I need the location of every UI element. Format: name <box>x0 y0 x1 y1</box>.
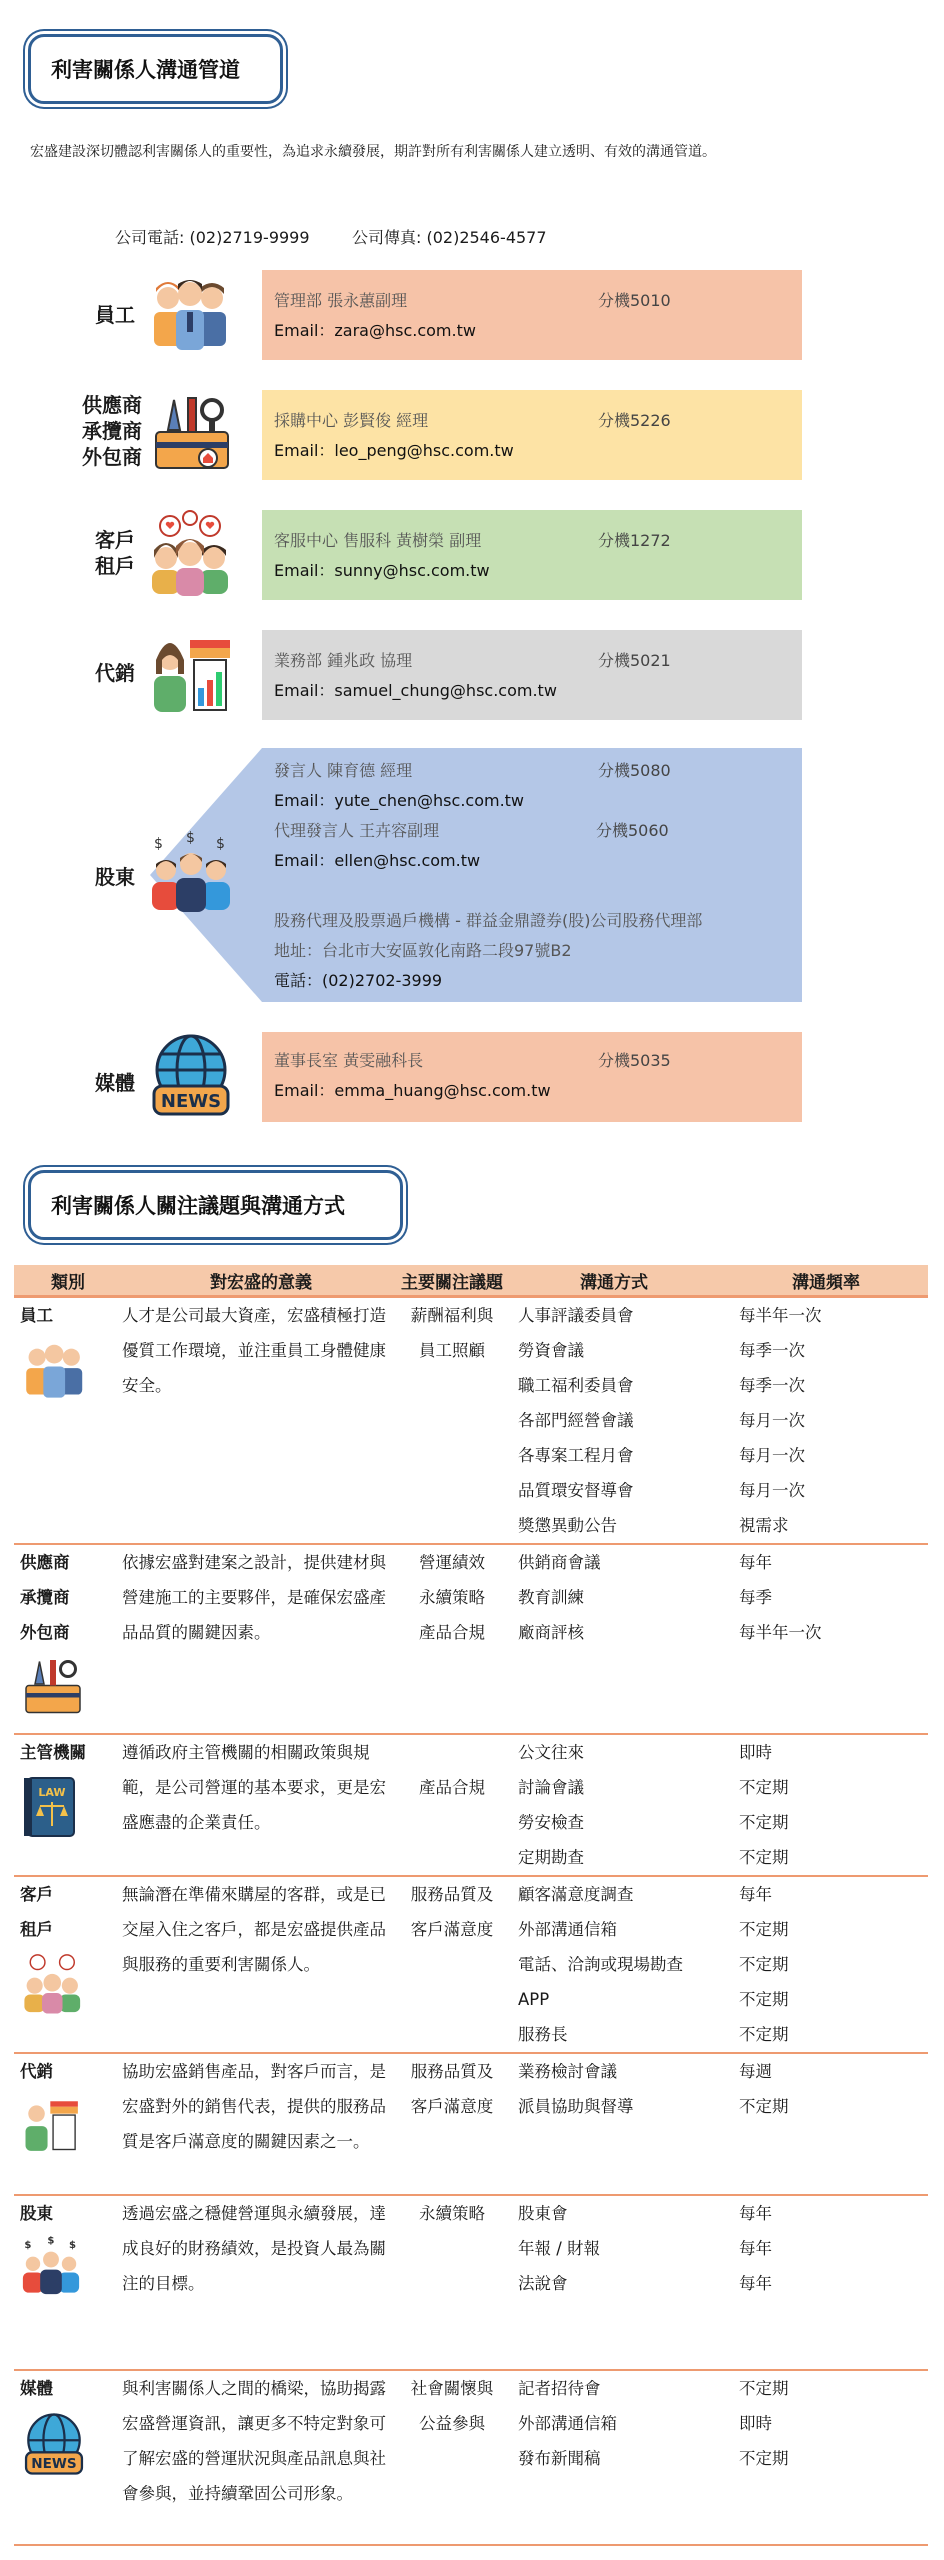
freq-item: 即時 <box>739 2414 772 2433</box>
frequency-cell <box>724 2195 928 2370</box>
freq-item: 即時 <box>739 1743 772 1762</box>
stock-agent-name: 股務代理及股票過戶機構 - 群益金鼎證券(股)公司股務代理部 <box>274 911 703 930</box>
freq-item: 每半年一次 <box>739 1306 822 1325</box>
contact-card-customer <box>262 510 802 600</box>
issue-item: 產品合規 <box>419 1778 485 1797</box>
label-line: 承攬商 <box>82 419 142 443</box>
issue-item: 營運績效 <box>419 1553 485 1572</box>
sales-agent-icon <box>20 2093 82 2155</box>
freq-item: 每月一次 <box>739 1481 805 1500</box>
category-cell <box>14 1544 122 1734</box>
table-header-row <box>14 1265 928 1297</box>
category-text: 外包商 <box>20 1623 70 1642</box>
freq-item: 每季 <box>739 1588 772 1607</box>
methods-cell <box>504 2195 724 2370</box>
contact-name: 客服中心 售服科 黃樹榮 副理 <box>274 531 482 550</box>
section-title-channels <box>28 34 283 104</box>
svg-text:NEWS: NEWS <box>160 1091 222 1112</box>
category-cell <box>14 2195 122 2370</box>
category-cell <box>14 1297 122 1545</box>
category-text: 股東 <box>20 2204 53 2223</box>
freq-item: 不定期 <box>739 1778 789 1797</box>
label-line: 代銷 <box>95 661 135 685</box>
method-item: 討論會議 <box>518 1778 584 1797</box>
header-category: 類別 <box>14 1265 122 1297</box>
category-cell <box>14 1734 122 1876</box>
contact-name: 董事長室 黃雯融科長 <box>274 1051 424 1070</box>
label-line: 股東 <box>95 865 135 889</box>
stakeholder-label-agent <box>85 660 145 686</box>
meaning-cell: 遵循政府主管機關的相關政策與規範，是公司營運的基本要求，更是宏盛應盡的企業責任。 <box>122 1734 400 1876</box>
employees-icon <box>146 272 236 362</box>
svg-text:$: $ <box>24 2239 32 2251</box>
issue-item: 公益參與 <box>419 2414 485 2433</box>
customers-icon <box>20 1949 86 2015</box>
method-item: 教育訓練 <box>518 1588 584 1607</box>
category-text: 客戶 <box>20 1885 53 1904</box>
contact-ext: 分機5035 <box>598 1051 671 1070</box>
category-text: 員工 <box>20 1306 53 1325</box>
methods-cell <box>504 1297 724 1545</box>
contact-ext: 分機1272 <box>598 531 671 550</box>
svg-text:$: $ <box>154 836 163 852</box>
contact-email[interactable]: Email：samuel_chung@hsc.com.tw <box>274 681 557 700</box>
contact-name: 代理發言人 王卉容副理 <box>274 821 440 840</box>
label-line: 客戶 <box>95 528 135 552</box>
law-book-icon <box>20 1774 80 1840</box>
category-text: 租戶 <box>20 1920 53 1939</box>
category-text: 承攬商 <box>20 1588 70 1607</box>
contact-name: 管理部 張永蕙副理 <box>274 291 408 310</box>
stock-agent-address: 地址：台北市大安區敦化南路二段97號B2 <box>274 941 572 960</box>
freq-item: 每季一次 <box>739 1341 805 1360</box>
meaning-cell: 無論潛在準備來購屋的客群，或是已交屋入住之客戶，都是宏盛提供產品與服務的重要利害關係人。 <box>122 1876 400 2053</box>
method-item: 各部門經營會議 <box>518 1411 634 1430</box>
table-row <box>14 1734 928 1876</box>
company-fax: 公司傳真: (02)2546-4577 <box>352 228 547 247</box>
freq-item: 不定期 <box>739 2379 789 2398</box>
contact-email[interactable]: Email：ellen@hsc.com.tw <box>274 851 481 870</box>
stakeholder-label-media <box>85 1070 145 1096</box>
issues-cell <box>400 2053 504 2195</box>
freq-item: 視需求 <box>739 1516 789 1535</box>
tools-icon <box>148 390 236 478</box>
freq-item: 不定期 <box>739 1848 789 1867</box>
meaning-cell: 與利害關係人之間的橋梁，協助揭露宏盛營運資訊，讓更多不特定對象可了解宏盛的營運狀況與產品訊息與社會參與，並持續鞏固公司形象。 <box>122 2370 400 2545</box>
freq-item: 每年 <box>739 2239 772 2258</box>
method-item: 人事評議委員會 <box>518 1306 634 1325</box>
category-text: 代銷 <box>20 2062 53 2081</box>
section-title-text: 利害關係人關注議題與溝通方式 <box>51 1194 345 1218</box>
method-item: 廠商評核 <box>518 1623 584 1642</box>
issues-cell <box>400 2370 504 2545</box>
freq-item: 每年 <box>739 2274 772 2293</box>
stock-agent-phone: 電話：(02)2702-3999 <box>274 971 443 990</box>
contact-ext: 分機5010 <box>598 291 671 310</box>
stakeholder-label-shareholder <box>85 864 145 890</box>
issue-item: 永續策略 <box>419 1588 485 1607</box>
shareholders-icon <box>148 830 234 916</box>
contact-ext: 分機5226 <box>598 411 671 430</box>
customers-icon <box>146 508 236 598</box>
sales-agent-icon <box>146 630 236 716</box>
contact-ext: 分機5080 <box>598 761 671 780</box>
freq-item: 每年 <box>739 1885 772 1904</box>
issue-item: 薪酬福利與 <box>410 1306 494 1325</box>
method-item: 股東會 <box>518 2204 568 2223</box>
label-text: 員工 <box>95 303 135 327</box>
issues-cell <box>400 1544 504 1734</box>
issue-item: 服務品質及 <box>410 2062 494 2081</box>
section-title-text: 利害關係人溝通管道 <box>51 58 240 82</box>
svg-text:NEWS: NEWS <box>31 2456 77 2473</box>
freq-item: 不定期 <box>739 1920 789 1939</box>
issues-table <box>14 1265 928 2546</box>
svg-text:LAW: LAW <box>38 1786 66 1799</box>
svg-text:$: $ <box>216 836 225 852</box>
method-item: 外部溝通信箱 <box>518 2414 617 2433</box>
table-row <box>14 2195 928 2370</box>
freq-item: 每週 <box>739 2062 772 2081</box>
contact-name: 發言人 陳育德 經理 <box>274 761 413 780</box>
table-row <box>14 2053 928 2195</box>
issue-item: 產品合規 <box>419 1623 485 1642</box>
frequency-cell <box>724 2370 928 2545</box>
tools-icon <box>20 1654 86 1720</box>
category-text: 媒體 <box>20 2379 53 2398</box>
method-item: 品質環安督導會 <box>518 1481 634 1500</box>
company-phone: 公司電話: (02)2719-9999 <box>115 228 310 247</box>
freq-item: 每年 <box>739 2204 772 2223</box>
methods-cell <box>504 2370 724 2545</box>
issue-item: 客戶滿意度 <box>410 2097 494 2116</box>
issue-item: 社會關懷與 <box>410 2379 494 2398</box>
method-item: 法說會 <box>518 2274 568 2293</box>
stakeholder-label-customer <box>85 527 145 579</box>
method-item: 發布新聞稿 <box>518 2449 601 2468</box>
method-item: 獎懲異動公告 <box>518 1516 617 1535</box>
method-item: 供銷商會議 <box>518 1553 601 1572</box>
method-item: 勞資會議 <box>518 1341 584 1360</box>
method-item: 勞安檢查 <box>518 1813 584 1832</box>
contact-email[interactable]: Email：zara@hsc.com.tw <box>274 321 476 340</box>
method-item: 各專案工程月會 <box>518 1446 634 1465</box>
contact-ext: 分機5021 <box>598 651 671 670</box>
frequency-cell <box>724 1544 928 1734</box>
header-issues: 主要關注議題 <box>400 1265 504 1297</box>
freq-item: 不定期 <box>739 2025 789 2044</box>
method-item: 記者招待會 <box>518 2379 601 2398</box>
freq-item: 不定期 <box>739 2097 789 2116</box>
issue-item: 員工照顧 <box>419 1341 485 1360</box>
method-item: 職工福利委員會 <box>518 1376 634 1395</box>
freq-item: 不定期 <box>739 2449 789 2468</box>
method-item: 業務檢討會議 <box>518 2062 617 2081</box>
category-text: 主管機關 <box>20 1743 86 1762</box>
stakeholder-label-supplier <box>82 392 142 470</box>
method-item: 顧客滿意度調查 <box>518 1885 634 1904</box>
freq-item: 每月一次 <box>739 1411 805 1430</box>
meaning-cell: 透過宏盛之穩健營運與永續發展，達成良好的財務績效，是投資人最為關注的目標。 <box>122 2195 400 2370</box>
issues-cell <box>400 1297 504 1545</box>
contact-ext: 分機5060 <box>596 821 669 840</box>
news-globe-icon <box>20 2410 88 2478</box>
meaning-cell: 人才是公司最大資產，宏盛積極打造優質工作環境，並注重員工身體健康安全。 <box>122 1297 400 1545</box>
table-row <box>14 2370 928 2545</box>
contact-email[interactable]: Email：yute_chen@hsc.com.tw <box>274 791 525 810</box>
svg-text:$: $ <box>47 2235 55 2247</box>
contact-email[interactable]: Email：emma_huang@hsc.com.tw <box>274 1081 551 1100</box>
intro-text: 宏盛建設深切體認利害關係人的重要性，為追求永續發展，期許對所有利害關係人建立透明、有效的溝通管道。 <box>30 144 716 160</box>
shareholders-icon <box>20 2235 82 2297</box>
method-item: 派員協助與督導 <box>518 2097 634 2116</box>
contact-card-employee <box>262 270 802 360</box>
issue-item <box>400 1735 504 1770</box>
freq-item: 不定期 <box>739 1990 789 2009</box>
freq-item: 不定期 <box>739 1955 789 1974</box>
label-line: 供應商 <box>82 393 142 417</box>
header-methods: 溝通方式 <box>504 1265 724 1297</box>
freq-item: 每季一次 <box>739 1376 805 1395</box>
issues-cell <box>400 2195 504 2370</box>
table-row <box>14 1876 928 2053</box>
meaning-cell: 協助宏盛銷售產品，對客戶而言，是宏盛對外的銷售代表，提供的服務品質是客戶滿意度的關鍵因素之一。 <box>122 2053 400 2195</box>
svg-text:$: $ <box>186 830 195 846</box>
methods-cell <box>504 1544 724 1734</box>
label-line: 外包商 <box>82 445 142 469</box>
category-cell <box>14 2053 122 2195</box>
methods-cell <box>504 1734 724 1876</box>
contact-card-agent <box>262 630 802 720</box>
method-item: 年報 / 財報 <box>518 2239 601 2258</box>
method-item: 外部溝通信箱 <box>518 1920 617 1939</box>
issue-item: 永續策略 <box>419 2204 485 2223</box>
label-line: 媒體 <box>95 1071 135 1095</box>
meaning-cell: 依據宏盛對建案之設計，提供建材與營建施工的主要夥伴，是確保宏盛產品品質的關鍵因素。 <box>122 1544 400 1734</box>
contact-card-media <box>262 1032 802 1122</box>
category-cell <box>14 1876 122 2053</box>
stakeholder-label-employee <box>85 302 145 328</box>
freq-item: 每月一次 <box>739 1446 805 1465</box>
method-item: 服務長 <box>518 2025 568 2044</box>
section-title-issues <box>28 1170 403 1240</box>
table-row <box>14 1544 928 1734</box>
table-row <box>14 1297 928 1545</box>
contact-card-supplier <box>262 390 802 480</box>
news-globe-icon <box>146 1030 236 1120</box>
method-item: 電話、洽詢或現場勘查 <box>518 1955 683 1974</box>
header-meaning: 對宏盛的意義 <box>122 1265 400 1297</box>
method-item: APP <box>518 1990 550 2009</box>
issues-cell <box>400 1876 504 2053</box>
frequency-cell <box>724 2053 928 2195</box>
methods-cell <box>504 2053 724 2195</box>
issues-cell <box>400 1734 504 1876</box>
contact-card-shareholder <box>262 748 802 1002</box>
contact-name: 業務部 鍾兆政 協理 <box>274 651 413 670</box>
method-item: 公文往來 <box>518 1743 584 1762</box>
issue-item: 服務品質及 <box>410 1885 494 1904</box>
method-item: 定期勘查 <box>518 1848 584 1867</box>
contact-name: 採購中心 彭賢俊 經理 <box>274 411 429 430</box>
frequency-cell <box>724 1297 928 1545</box>
freq-item: 不定期 <box>739 1813 789 1832</box>
contact-email[interactable]: Email：sunny@hsc.com.tw <box>274 561 490 580</box>
category-cell <box>14 2370 122 2545</box>
header-frequency: 溝通頻率 <box>724 1265 928 1297</box>
contact-email[interactable]: Email：leo_peng@hsc.com.tw <box>274 441 514 460</box>
methods-cell <box>504 1876 724 2053</box>
employees-icon <box>20 1337 90 1407</box>
category-text: 供應商 <box>20 1553 70 1572</box>
label-line: 租戶 <box>95 554 135 578</box>
svg-text:$: $ <box>69 2239 77 2251</box>
freq-item: 每半年一次 <box>739 1623 822 1642</box>
frequency-cell <box>724 1734 928 1876</box>
issue-item: 客戶滿意度 <box>410 1920 494 1939</box>
freq-item: 每年 <box>739 1553 772 1572</box>
frequency-cell <box>724 1876 928 2053</box>
